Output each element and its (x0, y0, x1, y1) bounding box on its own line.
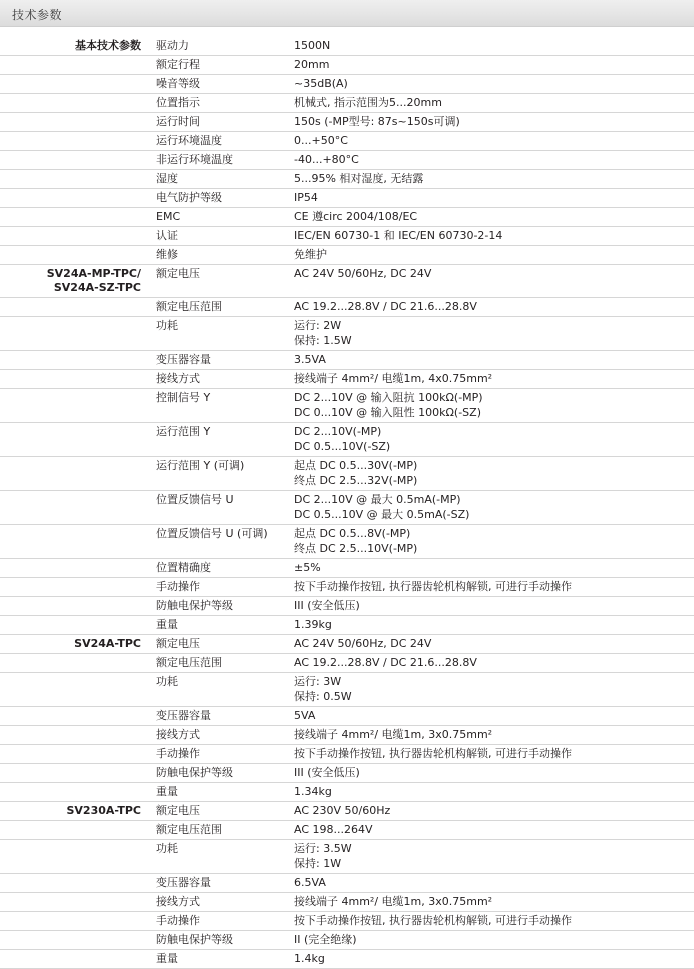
table-row (0, 37, 694, 56)
group-label (0, 351, 150, 370)
table-row (0, 707, 694, 726)
spec-label: 位置反馈信号 U (150, 491, 290, 525)
spec-value: 运行: 3.5W 保持: 1W (290, 840, 694, 874)
spec-value: AC 198...264V (290, 821, 694, 840)
spec-value: 运行: 2W 保持: 1.5W (290, 317, 694, 351)
spec-value: 1.34kg (290, 783, 694, 802)
group-label (0, 559, 150, 578)
spec-value: 20mm (290, 56, 694, 75)
group-label (0, 132, 150, 151)
group-label: SV230A-TPC (0, 802, 150, 821)
spec-label: 驱动力 (150, 37, 290, 56)
table-row (0, 317, 694, 351)
table-row (0, 635, 694, 654)
spec-label: 防触电保护等级 (150, 597, 290, 616)
group-label (0, 597, 150, 616)
table-row (0, 457, 694, 491)
group-label (0, 370, 150, 389)
spec-value: ~35dB(A) (290, 75, 694, 94)
group-label: 基本技术参数 (0, 37, 150, 56)
spec-value: III (安全低压) (290, 597, 694, 616)
spec-value: IP54 (290, 189, 694, 208)
spec-label: 位置反馈信号 U (可调) (150, 525, 290, 559)
group-label (0, 764, 150, 783)
group-label (0, 189, 150, 208)
spec-value: AC 24V 50/60Hz, DC 24V (290, 635, 694, 654)
spec-value: 1.4kg (290, 950, 694, 969)
spec-value: 1.39kg (290, 616, 694, 635)
spec-value: IEC/EN 60730-1 和 IEC/EN 60730-2-14 (290, 227, 694, 246)
group-label (0, 317, 150, 351)
group-label (0, 578, 150, 597)
table-row (0, 950, 694, 969)
spec-value: 1500N (290, 37, 694, 56)
table-row (0, 75, 694, 94)
table-row (0, 491, 694, 525)
group-label (0, 616, 150, 635)
group-label (0, 75, 150, 94)
group-label (0, 208, 150, 227)
spec-label: 防触电保护等级 (150, 764, 290, 783)
table-row (0, 840, 694, 874)
table-row (0, 298, 694, 317)
spec-value: 5VA (290, 707, 694, 726)
group-label (0, 893, 150, 912)
spec-value: 接线端子 4mm²/ 电缆1m, 3x0.75mm² (290, 893, 694, 912)
spec-label: 额定电压 (150, 635, 290, 654)
table-row (0, 912, 694, 931)
table-row (0, 265, 694, 298)
spec-value: ±5% (290, 559, 694, 578)
table-row (0, 559, 694, 578)
spec-label: 非运行环境温度 (150, 151, 290, 170)
spec-label: 接线方式 (150, 370, 290, 389)
spec-value: AC 230V 50/60Hz (290, 802, 694, 821)
table-row (0, 597, 694, 616)
spec-label: 额定电压范围 (150, 821, 290, 840)
spec-value: 运行: 3W 保持: 0.5W (290, 673, 694, 707)
group-label (0, 726, 150, 745)
spec-value: 150s (-MP型号: 87s~150s可调) (290, 113, 694, 132)
group-label (0, 423, 150, 457)
group-label: SV24A-MP-TPC/ SV24A-SZ-TPC (0, 265, 150, 298)
table-row (0, 389, 694, 423)
spec-label: 额定电压 (150, 265, 290, 298)
spec-value: 按下手动操作按钮, 执行器齿轮机构解锁, 可进行手动操作 (290, 578, 694, 597)
spec-label: 额定电压范围 (150, 654, 290, 673)
spec-label: 手动操作 (150, 745, 290, 764)
spec-label: 位置指示 (150, 94, 290, 113)
spec-value: 3.5VA (290, 351, 694, 370)
spec-label: 变压器容量 (150, 351, 290, 370)
table-row (0, 802, 694, 821)
table-row (0, 525, 694, 559)
spec-value: 0...+50°C (290, 132, 694, 151)
table-row (0, 56, 694, 75)
table-row (0, 874, 694, 893)
spec-value: 机械式, 指示范围为5...20mm (290, 94, 694, 113)
spec-label: EMC (150, 208, 290, 227)
group-label (0, 525, 150, 559)
group-label (0, 170, 150, 189)
spec-value: 接线端子 4mm²/ 电缆1m, 4x0.75mm² (290, 370, 694, 389)
spec-value: CE 遵circ 2004/108/EC (290, 208, 694, 227)
table-row (0, 821, 694, 840)
spec-label: 额定行程 (150, 56, 290, 75)
group-label (0, 707, 150, 726)
group-label (0, 783, 150, 802)
group-label (0, 874, 150, 893)
table-row (0, 654, 694, 673)
spec-label: 认证 (150, 227, 290, 246)
page-header (0, 0, 694, 27)
spec-label: 变压器容量 (150, 707, 290, 726)
table-row (0, 764, 694, 783)
group-label (0, 931, 150, 950)
table-row (0, 351, 694, 370)
spec-value: 起点 DC 0.5...30V(-MP) 终点 DC 2.5...32V(-MP) (290, 457, 694, 491)
spec-label: 功耗 (150, 317, 290, 351)
group-label (0, 113, 150, 132)
spec-label: 功耗 (150, 840, 290, 874)
spec-value: DC 2...10V @ 最大 0.5mA(-MP) DC 0.5...10V @ 最大 0.5mA(-SZ) (290, 491, 694, 525)
spec-value: 起点 DC 0.5...8V(-MP) 终点 DC 2.5...10V(-MP) (290, 525, 694, 559)
spec-label: 位置精确度 (150, 559, 290, 578)
spec-value: 免维护 (290, 246, 694, 265)
spec-label: 重量 (150, 783, 290, 802)
spec-value: AC 24V 50/60Hz, DC 24V (290, 265, 694, 298)
page-title: 技术参数 (12, 8, 63, 22)
spec-value: 按下手动操作按钮, 执行器齿轮机构解锁, 可进行手动操作 (290, 745, 694, 764)
group-label (0, 389, 150, 423)
table-row (0, 616, 694, 635)
table-row (0, 370, 694, 389)
group-label (0, 56, 150, 75)
table-row (0, 208, 694, 227)
spec-value: -40...+80°C (290, 151, 694, 170)
table-row (0, 931, 694, 950)
table-row (0, 783, 694, 802)
spec-label: 重量 (150, 950, 290, 969)
table-row (0, 132, 694, 151)
spec-value: III (安全低压) (290, 764, 694, 783)
spec-value: 按下手动操作按钮, 执行器齿轮机构解锁, 可进行手动操作 (290, 912, 694, 931)
spec-value: DC 2...10V(-MP) DC 0.5...10V(-SZ) (290, 423, 694, 457)
spec-label: 手动操作 (150, 578, 290, 597)
spec-label: 接线方式 (150, 726, 290, 745)
spec-label: 运行范围 Y (150, 423, 290, 457)
table-row (0, 893, 694, 912)
spec-label: 重量 (150, 616, 290, 635)
table-row (0, 227, 694, 246)
group-label (0, 840, 150, 874)
spec-value: II (完全绝缘) (290, 931, 694, 950)
spec-value: AC 19.2...28.8V / DC 21.6...28.8V (290, 298, 694, 317)
table-row (0, 578, 694, 597)
table-row (0, 151, 694, 170)
table-row (0, 745, 694, 764)
spec-value: AC 19.2...28.8V / DC 21.6...28.8V (290, 654, 694, 673)
table-row (0, 94, 694, 113)
table-row (0, 246, 694, 265)
table-row (0, 423, 694, 457)
group-label (0, 821, 150, 840)
spec-label: 控制信号 Y (150, 389, 290, 423)
group-label (0, 227, 150, 246)
specifications-body (0, 37, 694, 969)
table-row (0, 189, 694, 208)
spec-label: 运行范围 Y (可调) (150, 457, 290, 491)
spec-value: DC 2...10V @ 输入阻抗 100kΩ(-MP) DC 0...10V @ 输入阻性 100kΩ(-SZ) (290, 389, 694, 423)
table-row (0, 170, 694, 189)
group-label (0, 298, 150, 317)
spec-label: 湿度 (150, 170, 290, 189)
spec-label: 接线方式 (150, 893, 290, 912)
spec-value: 5...95% 相对湿度, 无结露 (290, 170, 694, 189)
spec-value: 接线端子 4mm²/ 电缆1m, 3x0.75mm² (290, 726, 694, 745)
spec-label: 运行环境温度 (150, 132, 290, 151)
spec-label: 噪音等级 (150, 75, 290, 94)
group-label: SV24A-TPC (0, 635, 150, 654)
spec-label: 额定电压范围 (150, 298, 290, 317)
spec-value: 6.5VA (290, 874, 694, 893)
group-label (0, 246, 150, 265)
specifications-table (0, 37, 694, 969)
group-label (0, 654, 150, 673)
group-label (0, 673, 150, 707)
spec-label: 电气防护等级 (150, 189, 290, 208)
group-label (0, 94, 150, 113)
spec-label: 维修 (150, 246, 290, 265)
table-row (0, 673, 694, 707)
group-label (0, 950, 150, 969)
spec-label: 手动操作 (150, 912, 290, 931)
table-row (0, 113, 694, 132)
spec-label: 额定电压 (150, 802, 290, 821)
group-label (0, 457, 150, 491)
spec-label: 功耗 (150, 673, 290, 707)
group-label (0, 491, 150, 525)
group-label (0, 151, 150, 170)
spec-label: 防触电保护等级 (150, 931, 290, 950)
group-label (0, 912, 150, 931)
table-row (0, 726, 694, 745)
spec-label: 变压器容量 (150, 874, 290, 893)
group-label (0, 745, 150, 764)
spec-label: 运行时间 (150, 113, 290, 132)
